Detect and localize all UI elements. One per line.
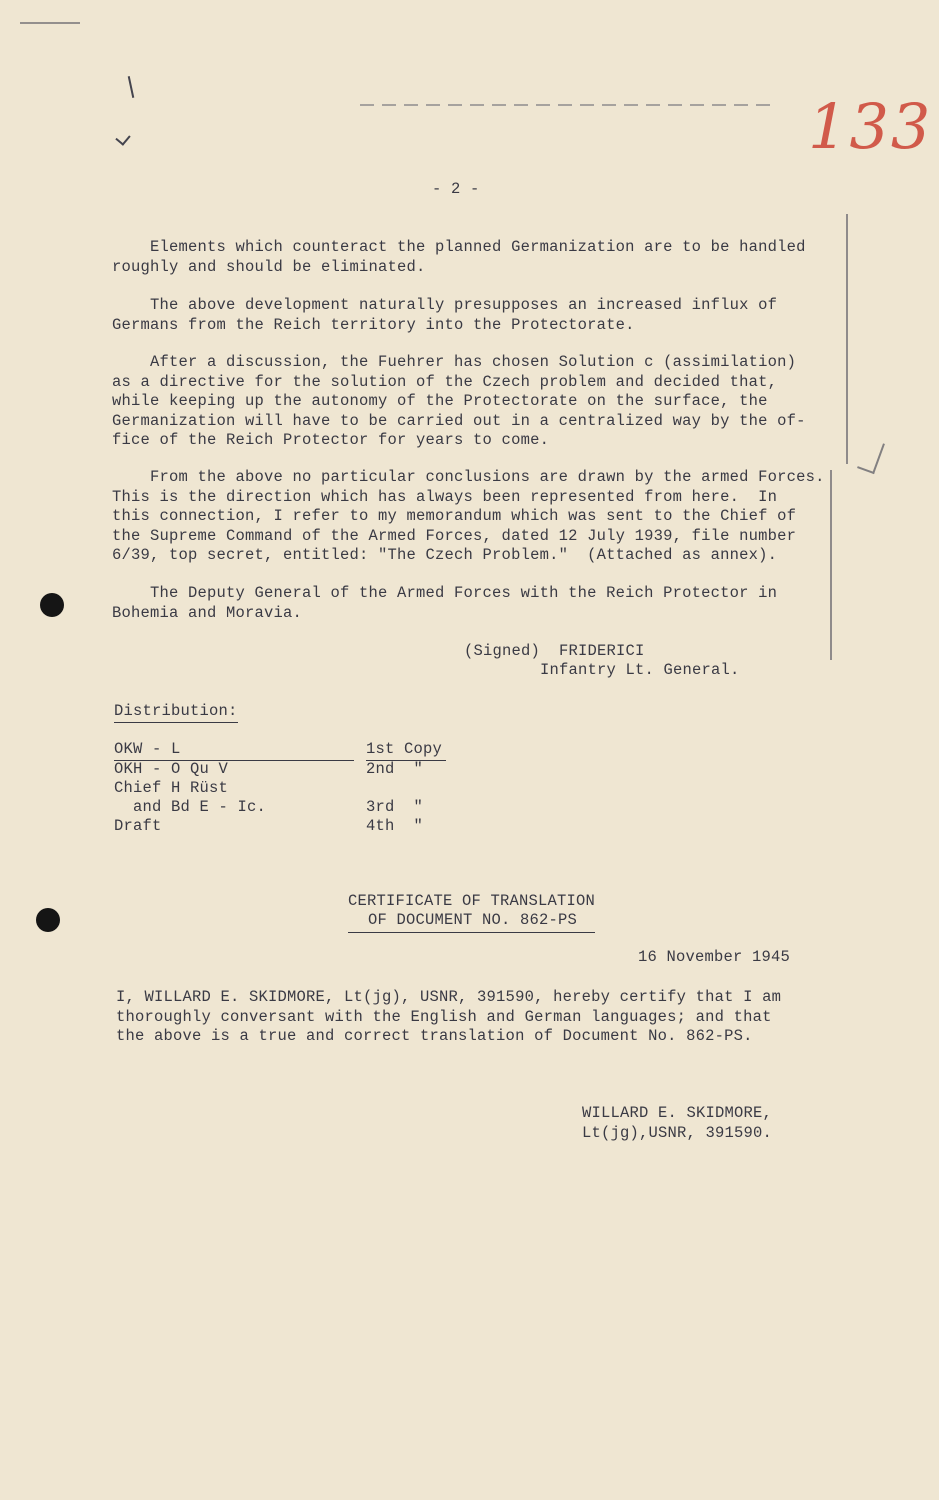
margin-line [846,214,848,464]
text-line: I, WILLARD E. SKIDMORE, Lt(jg), USNR, 391590, hereby certify that I am [116,988,782,1006]
distribution-recipient: Chief H Rüst [114,779,229,797]
distribution-heading: Distribution: [114,702,238,723]
text-line: this connection, I refer to my memorandum which was sent to the Chief of [112,507,797,525]
pencil-mark [20,22,80,24]
text-line: The Deputy General of the Armed Forces with the Reich Protector in [112,584,778,602]
text-line: Germanization will have to be carried out in a centralized way by the of- [112,411,806,430]
page-marker: - 2 - [432,180,480,198]
certificate-signer-rank: Lt(jg),USNR, 391590. [582,1124,773,1142]
paragraph-4 [112,468,832,566]
text-line: the above is a true and correct translation of Document No. 862-PS. [116,1027,753,1045]
certificate-date: 16 November 1945 [638,948,791,966]
text-line: thoroughly conversant with the English and German languages; and that [116,1007,772,1026]
text-line: 6/39, top secret, entitled: "The Czech Problem." (Attached as annex). [112,546,778,564]
certificate-title-line-2: OF DOCUMENT NO. 862-PS [348,911,595,933]
distribution-recipient: and Bd E - Ic. [114,798,267,816]
text-line: Bohemia and Moravia. [112,603,303,622]
certificate-signer-name: WILLARD E. SKIDMORE, [582,1104,773,1122]
text-line: The above development naturally presupposes an increased influx of [112,296,778,314]
dashed-rule [360,104,775,106]
text-line: fice of the Reich Protector for years to come. [112,431,550,449]
pencil-tick [128,76,135,98]
certificate-body [116,988,836,1047]
text-line: as a directive for the solution of the Czech problem and decided that, [112,372,778,391]
distribution-recipient: Draft [114,817,162,835]
paragraph-5 [112,584,832,623]
distribution-copy: 4th " [366,817,424,835]
distribution-copy: 1st Copy [366,740,446,761]
distribution-recipient: OKH - O Qu V [114,760,229,778]
pencil-check [115,130,130,146]
distribution-copy: 3rd " [366,798,424,816]
text-line: After a discussion, the Fuehrer has chosen Solution c (assimilation) [112,353,797,371]
punch-hole-top [40,593,64,617]
certificate-title-line-1: CERTIFICATE OF TRANSLATION [348,892,596,910]
text-line: roughly and should be eliminated. [112,257,426,276]
distribution-recipient: OKW - L [114,740,354,761]
text-line: This is the direction which has always been represented from here. In [112,487,778,506]
paragraph-1 [112,238,832,277]
signature-line-1: (Signed) FRIDERICI [464,642,645,660]
margin-check-mark [857,438,885,474]
signature-line-2: Infantry Lt. General. [540,661,740,679]
text-line: the Supreme Command of the Armed Forces, dated 12 July 1939, file number [112,526,797,545]
paragraph-2 [112,296,832,335]
text-line: Germans from the Reich territory into the Protectorate. [112,315,635,334]
text-line: Elements which counteract the planned Germanization are to be handled [112,238,806,256]
text-line: From the above no particular conclusions are drawn by the armed Forces. [112,468,825,486]
distribution-copy: 2nd " [366,760,424,778]
handwritten-page-number: 133 [808,90,933,163]
paragraph-3 [112,353,832,451]
text-line: while keeping up the autonomy of the Protectorate on the surface, the [112,392,768,410]
punch-hole-bottom [36,908,60,932]
